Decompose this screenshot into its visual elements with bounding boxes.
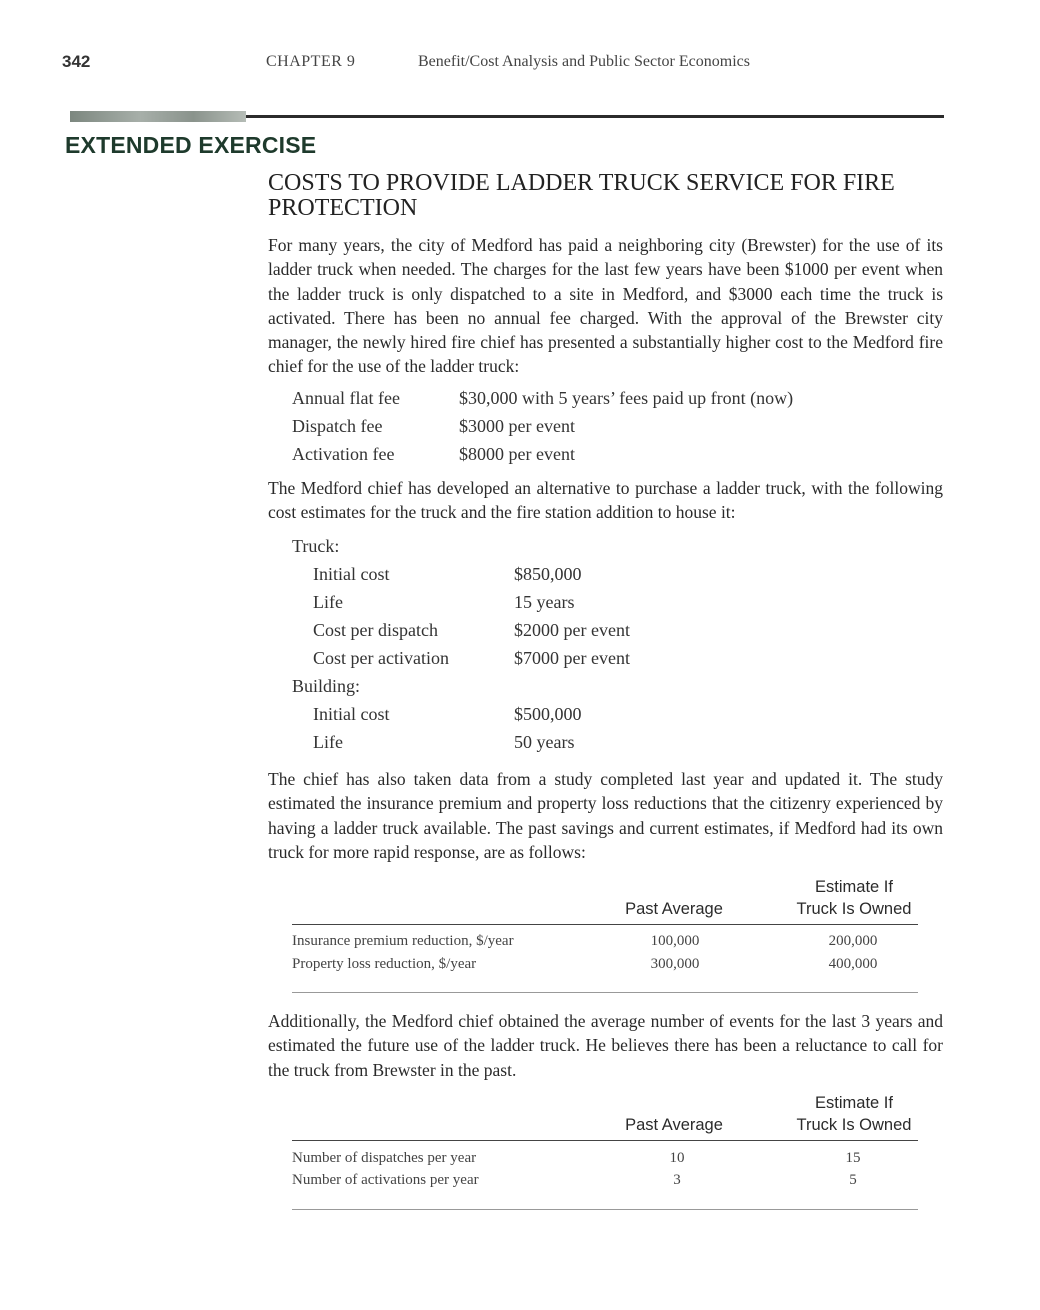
exercise-title: COSTS TO PROVIDE LADDER TRUCK SERVICE FOR FIRE PROTECTION: [268, 170, 895, 221]
table1-header-estimate: Estimate If: [815, 878, 893, 896]
running-title: Benefit/Cost Analysis and Public Sector Economics: [418, 53, 750, 70]
table2-cell: 3: [673, 1172, 681, 1188]
section-rule-accent: [70, 111, 246, 122]
paragraph-2: The Medford chief has developed an alternative to purchase a ladder truck, with the following cost estimates for the truck and the fire station addition to house it:: [268, 478, 943, 523]
table1-cell: 300,000: [650, 956, 700, 972]
building-item-value: $500,000: [514, 704, 582, 724]
table2-row-label: Number of dispatches per year: [292, 1150, 477, 1166]
truck-heading: Truck:: [292, 536, 340, 556]
fee-label: Dispatch fee: [292, 416, 383, 436]
fee-value: $3000 per event: [459, 416, 575, 436]
truck-item-label: Cost per dispatch: [313, 620, 438, 640]
truck-item-label: Initial cost: [313, 564, 390, 584]
paragraph-3: The chief has also taken data from a study completed last year and updated it. The study estimated the insurance premium and property loss reductions that the citizenry experienced by having a ladder truck available. The past savings and current estimates, if Medford had its own truck for more rapid response, are as follows:: [268, 769, 943, 862]
table1-header-owned: Truck Is Owned: [796, 900, 912, 918]
paragraph-4: Additionally, the Medford chief obtained the average number of events for the last 3 years and estimated the future use of the ladder truck. He believes there has been a reluctance to call for the truck from Brewster in the past.: [268, 1011, 943, 1080]
exercise-heading: EXTENDED EXERCISE: [65, 132, 317, 158]
building-item-value: 50 years: [514, 732, 575, 752]
table2-cell: 10: [669, 1150, 685, 1166]
fee-label: Activation fee: [292, 444, 395, 464]
paragraph-1: For many years, the city of Medford has paid a neighboring city (Brewster) for the use of its ladder truck when needed. The charges for the last few years have been $1000 per event when the ladder truck is only dispatched to a site in Medford, and $3000 each time the truck is activated. There has been no annual fee charged. With the approval of the Brewster city manager, the newly hired fire chief has presented a substantially higher cost to the Medford fire chief for the use of the ladder truck:: [268, 235, 943, 377]
truck-item-value: 15 years: [514, 592, 575, 612]
table2-top-rule: [292, 1140, 918, 1141]
fee-value: $8000 per event: [459, 444, 575, 464]
table1-header-past: Past Average: [625, 900, 723, 918]
table1-cell: 400,000: [828, 956, 878, 972]
truck-item-value: $850,000: [514, 564, 582, 584]
table1-row-label: Insurance premium reduction, $/year: [292, 933, 514, 949]
page-number: 342: [62, 52, 91, 71]
table1-cell: 200,000: [828, 933, 878, 949]
building-item-label: Initial cost: [313, 704, 390, 724]
fee-value: $30,000 with 5 years’ fees paid up front (now): [459, 388, 794, 408]
chapter-label: CHAPTER 9: [266, 53, 356, 70]
table1-cell: 100,000: [650, 933, 700, 949]
building-heading: Building:: [292, 676, 361, 696]
truck-item-label: Life: [313, 592, 343, 612]
truck-item-label: Cost per activation: [313, 648, 449, 668]
table2-header-owned: Truck Is Owned: [796, 1116, 912, 1134]
table2-header-estimate: Estimate If: [815, 1094, 893, 1112]
table1-row-label: Property loss reduction, $/year: [292, 956, 477, 972]
table2-cell: 5: [849, 1172, 857, 1188]
table1-top-rule: [292, 924, 918, 925]
building-item-label: Life: [313, 732, 343, 752]
table2-cell: 15: [845, 1150, 861, 1166]
truck-item-value: $2000 per event: [514, 620, 630, 640]
table2-header-past: Past Average: [625, 1116, 723, 1134]
table2-bottom-rule: [292, 1209, 918, 1210]
truck-item-value: $7000 per event: [514, 648, 630, 668]
table2-row-label: Number of activations per year: [292, 1172, 479, 1188]
table1-bottom-rule: [292, 992, 918, 993]
fee-label: Annual flat fee: [292, 388, 400, 408]
